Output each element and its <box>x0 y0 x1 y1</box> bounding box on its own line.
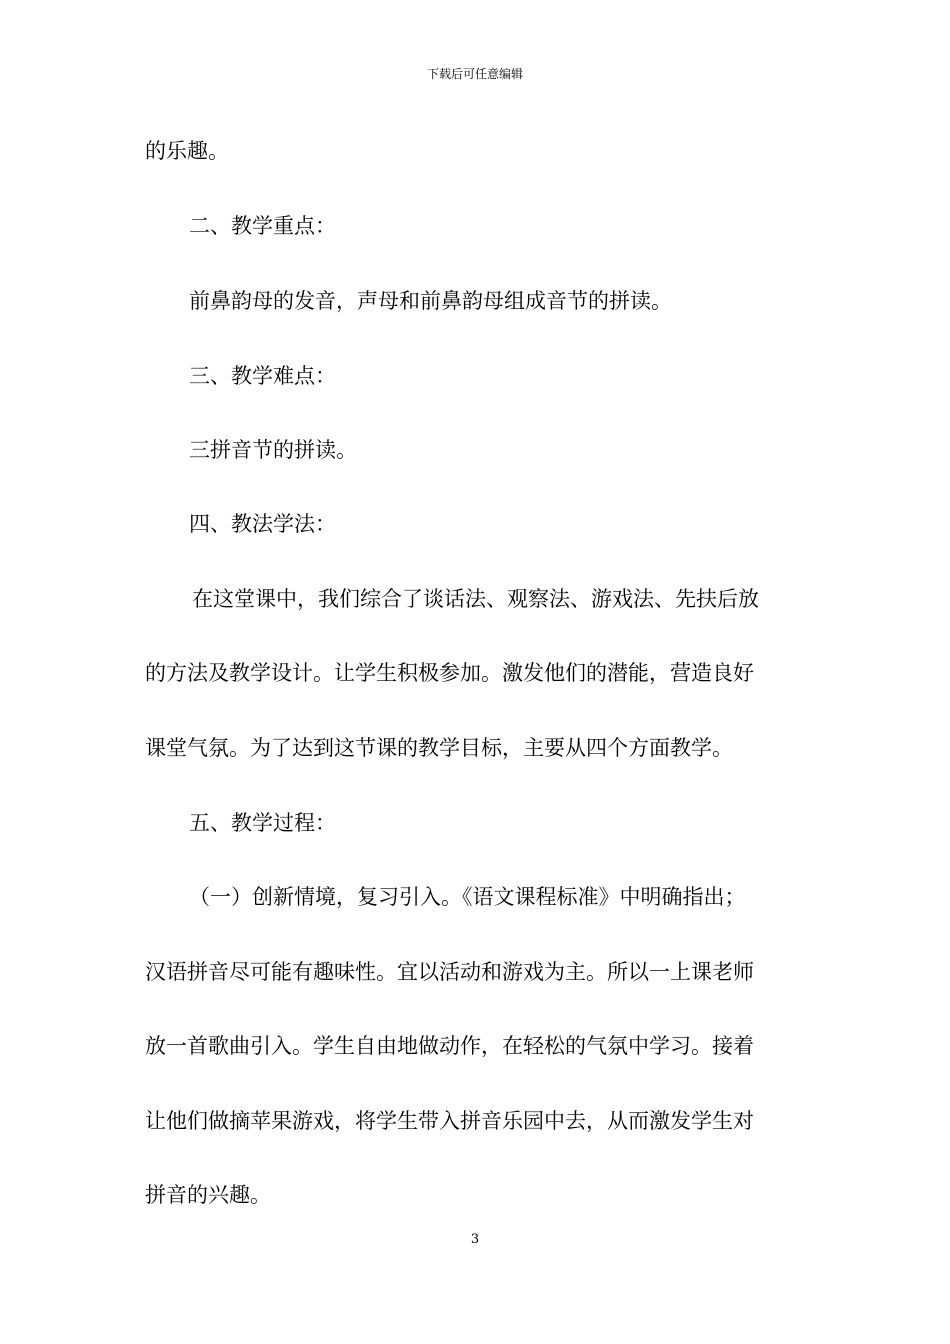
text-line: 的方法及教学设计。让学生积极参加。激发他们的潜能，营造良好 <box>145 661 754 685</box>
page-header: 下载后可任意编辑 <box>426 67 523 81</box>
section-heading: 五、教学过程： <box>189 811 336 835</box>
text-line: 放一首歌曲引入。学生自由地做动作，在轻松的气氛中学习。接着 <box>145 1034 754 1058</box>
text-line: 在这堂课中，我们综合了谈话法、观察法、游戏法、先扶后放 <box>192 587 759 611</box>
text-line: 前鼻韵母的发音，声母和前鼻韵母组成音节的拼读。 <box>189 289 672 313</box>
page-number: 3 <box>470 1232 480 1247</box>
text-line: 拼音的兴趣。 <box>145 1183 271 1207</box>
section-heading: 四、教法学法： <box>189 512 336 536</box>
text-line: 三拼音节的拼读。 <box>189 438 357 462</box>
text-line: 的乐趣。 <box>145 139 229 163</box>
text-line: （一）创新情境，复习引入。《语文课程标准》中明确指出； <box>189 885 746 909</box>
text-line: 课堂气氛。为了达到这节课的教学目标，主要从四个方面教学。 <box>145 736 733 760</box>
section-heading: 二、教学重点： <box>189 214 336 238</box>
text-line: 让他们做摘苹果游戏，将学生带入拼音乐园中去，从而激发学生对 <box>145 1109 754 1133</box>
section-heading: 三、教学难点： <box>189 364 336 388</box>
text-line: 汉语拼音尽可能有趣味性。宜以活动和游戏为主。所以一上课老师 <box>145 960 754 984</box>
